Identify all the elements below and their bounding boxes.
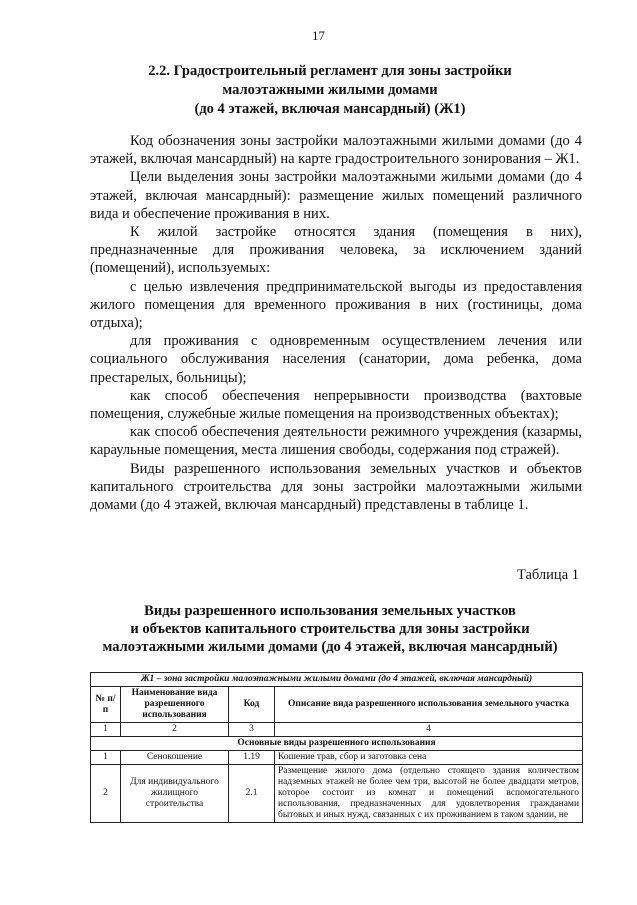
regulation-table	[90, 672, 583, 823]
heading-line: (до 4 этажей, включая мансардный) (Ж1)	[194, 101, 466, 117]
zone-caption: Ж1 – зона застройки малоэтажными жилыми домами (до 4 этажей, включая мансардный)	[91, 673, 583, 687]
header-description: Описание вида разрешенного использования земельного участка	[275, 687, 583, 723]
row-num: 1	[91, 751, 121, 765]
paragraph: Код обозначения зоны застройки малоэтажными жилыми домами (до 4 этажей, включая мансардный) на карте градостроительного зонирования – Ж1.	[90, 133, 582, 168]
table-row	[91, 751, 583, 765]
section-heading	[60, 62, 600, 119]
paragraph: Виды разрешенного использования земельных участков и объектов капитального строительства для зоны застройки малоэтажными жилыми домами (до 4 этажей, включая мансардный) представлены в таблице 1.	[90, 460, 582, 514]
paragraph: как способ обеспечения непрерывности производства (вахтовые помещения, служебные жилые помещения на производственных объектах);	[90, 387, 582, 423]
table-title	[60, 602, 600, 656]
page-number: 17	[312, 28, 325, 43]
table-label: Таблица 1	[516, 567, 579, 583]
table-title-line: малоэтажными жилыми домами (до 4 этажей, включая мансардный)	[102, 639, 558, 655]
paragraph: как способ обеспечения деятельности режимного учреждения (казармы, караульные помещения, места лишения свободы, содержания под стражей).	[90, 424, 582, 459]
row-name: Для индивидуального жилищного строительства	[121, 765, 229, 823]
heading-line: малоэтажными жилыми домами	[222, 82, 438, 98]
column-number: 1	[91, 723, 121, 737]
table-title-line: Виды разрешенного использования земельных участков	[144, 603, 516, 619]
heading-line: 2.2. Градостроительный регламент для зоны застройки	[148, 63, 512, 79]
paragraph: для проживания с одновременным осуществлением лечения или социального обслуживания населения (санатории, дома ребенка, дома престарелых, больницы);	[90, 333, 582, 386]
section-title: Основные виды разрешенного использования	[91, 737, 583, 751]
row-code: 2.1	[229, 765, 275, 823]
table-container	[88, 672, 588, 841]
paragraph: К жилой застройке относятся здания (помещения в них), предназначенные для проживания человека, за исключением зданий (помещений), используемых:	[90, 224, 582, 277]
row-code: 1.19	[229, 751, 275, 765]
paragraph: Цели выделения зоны застройки малоэтажными жилыми домами (до 4 этажей, включая мансардный): размещение жилых помещений различного вида и обеспечение проживания в них.	[90, 169, 582, 222]
header-code: Код	[229, 687, 275, 723]
table-title-line: и объектов капитального строительства для зоны застройки	[130, 621, 530, 637]
row-name: Сенокошение	[121, 751, 229, 765]
row-description: Кошение трав, сбор и заготовка сена	[275, 751, 583, 765]
body-text	[90, 132, 582, 514]
header-num: № п/п	[91, 687, 121, 723]
header-row	[91, 687, 583, 723]
row-description: Размещение жилого дома (отдельно стоящего здания количеством надземных этажей не более чем три, высотой не более двадцати метров, которое состоит из комнат и помещений вспомогательного использования, предназначенных для удовлетворения гражданами бытовых и иных нужд, связанных с их проживанием в таком здании, не	[275, 765, 583, 823]
column-number: 4	[275, 723, 583, 737]
section-row	[91, 737, 583, 751]
column-number: 2	[121, 723, 229, 737]
row-num: 2	[91, 765, 121, 823]
paragraph: с целью извлечения предпринимательской выгоды из предоставления жилого помещения для временного проживания в них (гостиницы, дома отдыха);	[90, 278, 582, 332]
header-name: Наименование вида разрешенного использования	[121, 687, 229, 723]
column-number-row	[91, 723, 583, 737]
column-number: 3	[229, 723, 275, 737]
zone-caption-row	[91, 673, 583, 687]
table-row	[91, 765, 583, 823]
